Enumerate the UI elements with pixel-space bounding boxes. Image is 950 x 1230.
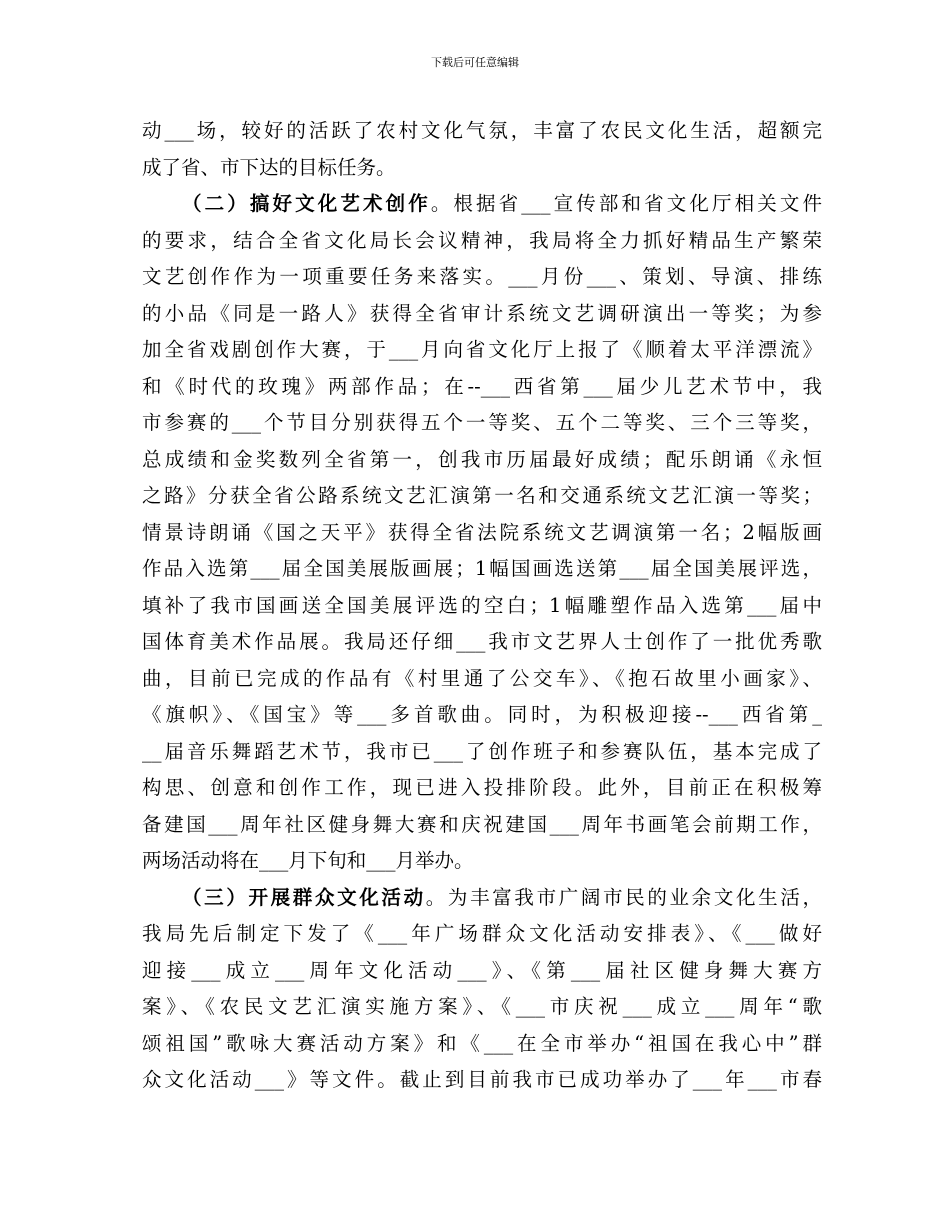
line-text: 情景诗朗诵《国之天平》获得全省法院系统文艺调演第一名；2幅版画 xyxy=(142,520,822,544)
text-line xyxy=(142,405,822,442)
line-text: 曲，目前已完成的作品有《村里通了公交车》、《抱石故里小画家》、 xyxy=(142,666,822,690)
text-line xyxy=(142,843,822,880)
text-line xyxy=(142,880,822,917)
line-text: 作品入选第___届全国美展版画展；1幅国画选送第___届全国美展评选， xyxy=(142,557,822,580)
text-line xyxy=(142,697,822,734)
document-body xyxy=(142,113,822,1099)
line-text: 颂祖国”歌咏大赛活动方案》和《___在全市举办“祖国在我心中”群 xyxy=(142,1031,822,1055)
line-text: 之路》分获全省公路系统文艺汇演第一名和交通系统文艺汇演一等奖； xyxy=(142,484,822,507)
line-text: 我局先后制定下发了《___年广场群众文化活动安排表》、《___做好 xyxy=(142,922,822,945)
text-line xyxy=(142,223,822,260)
text-line xyxy=(142,515,822,552)
text-line xyxy=(142,113,822,150)
section-heading: （三）开展群众文化活动 xyxy=(182,885,426,909)
text-line xyxy=(142,150,822,187)
text-line xyxy=(142,807,822,844)
text-line xyxy=(142,770,822,807)
text-line xyxy=(142,588,822,625)
text-line xyxy=(142,551,822,588)
line-text: 。为丰富我市广阔市民的业余文化生活， xyxy=(425,885,822,909)
line-text: 文艺创作作为一项重要任务来落实。___月份___、策划、导演、排练 xyxy=(142,265,822,288)
text-line xyxy=(142,369,822,406)
text-line xyxy=(142,1062,822,1099)
section-heading: （二）搞好文化艺术创作 xyxy=(182,192,431,215)
line-text: 构思、创意和创作工作，现已进入投排阶段。此外，目前正在积极筹 xyxy=(142,776,822,799)
text-line xyxy=(142,661,822,698)
line-text: 和《时代的玫瑰》两部作品；在--___西省第___届少儿艺术节中，我 xyxy=(142,374,822,398)
text-line xyxy=(142,296,822,333)
text-line xyxy=(142,478,822,515)
line-text: 的小品《同是一路人》获得全省审计系统文艺调研演出一等奖；为参 xyxy=(142,301,822,325)
line-text: 填补了我市国画送全国美展评选的空白；1幅雕塑作品入选第___届中 xyxy=(142,593,822,617)
text-line xyxy=(142,1026,822,1063)
text-line xyxy=(142,332,822,369)
text-line xyxy=(142,953,822,990)
line-text: 国体育美术作品展。我局还仔细___我市文艺界人士创作了一批优秀歌 xyxy=(142,630,822,653)
text-line xyxy=(142,916,822,953)
line-text: 加全省戏剧创作大赛，于___月向省文化厅上报了《顺着太平洋漂流》 xyxy=(142,338,822,361)
line-text: 动___场，较好的活跃了农村文化气氛，丰富了农民文化生活，超额完 xyxy=(142,119,822,142)
line-text: 的要求，结合全省文化局长会议精神，我局将全力抓好精品生产繁荣 xyxy=(142,228,822,252)
text-line xyxy=(142,989,822,1026)
text-line xyxy=(142,259,822,296)
text-line xyxy=(142,186,822,223)
text-line xyxy=(142,734,822,771)
line-text: 备建国___周年社区健身舞大赛和庆祝建国___周年书画笔会前期工作， xyxy=(142,812,822,836)
text-line xyxy=(142,442,822,479)
line-text: __届音乐舞蹈艺术节，我市已___了创作班子和参赛队伍，基本完成了 xyxy=(142,739,822,763)
line-text: 两场活动将在___月下旬和___月举办。 xyxy=(142,849,474,872)
line-text: 成了省、市下达的目标任务。 xyxy=(142,155,396,179)
line-text: 《旗帜》、《国宝》等___多首歌曲。同时，为积极迎接--___西省第_ xyxy=(142,703,822,726)
line-text: 众文化活动___》等文件。截止到目前我市已成功举办了___年___市春 xyxy=(142,1068,822,1091)
page-header: 下载后可任意编辑 xyxy=(431,56,519,69)
line-text: 。根据省___宣传部和省文化厅相关文件 xyxy=(430,192,822,215)
line-text: 总成绩和金奖数列全省第一，创我市历届最好成绩；配乐朗诵《永恒 xyxy=(142,447,822,471)
line-text: 市参赛的___个节目分别获得五个一等奖、五个二等奖、三个三等奖， xyxy=(142,411,822,434)
text-line xyxy=(142,624,822,661)
line-text: 迎接___成立___周年文化活动___》、《第___届社区健身舞大赛方 xyxy=(142,958,822,982)
line-text: 案》、《农民文艺汇演实施方案》、《___市庆祝___成立___周年“歌 xyxy=(142,995,822,1018)
